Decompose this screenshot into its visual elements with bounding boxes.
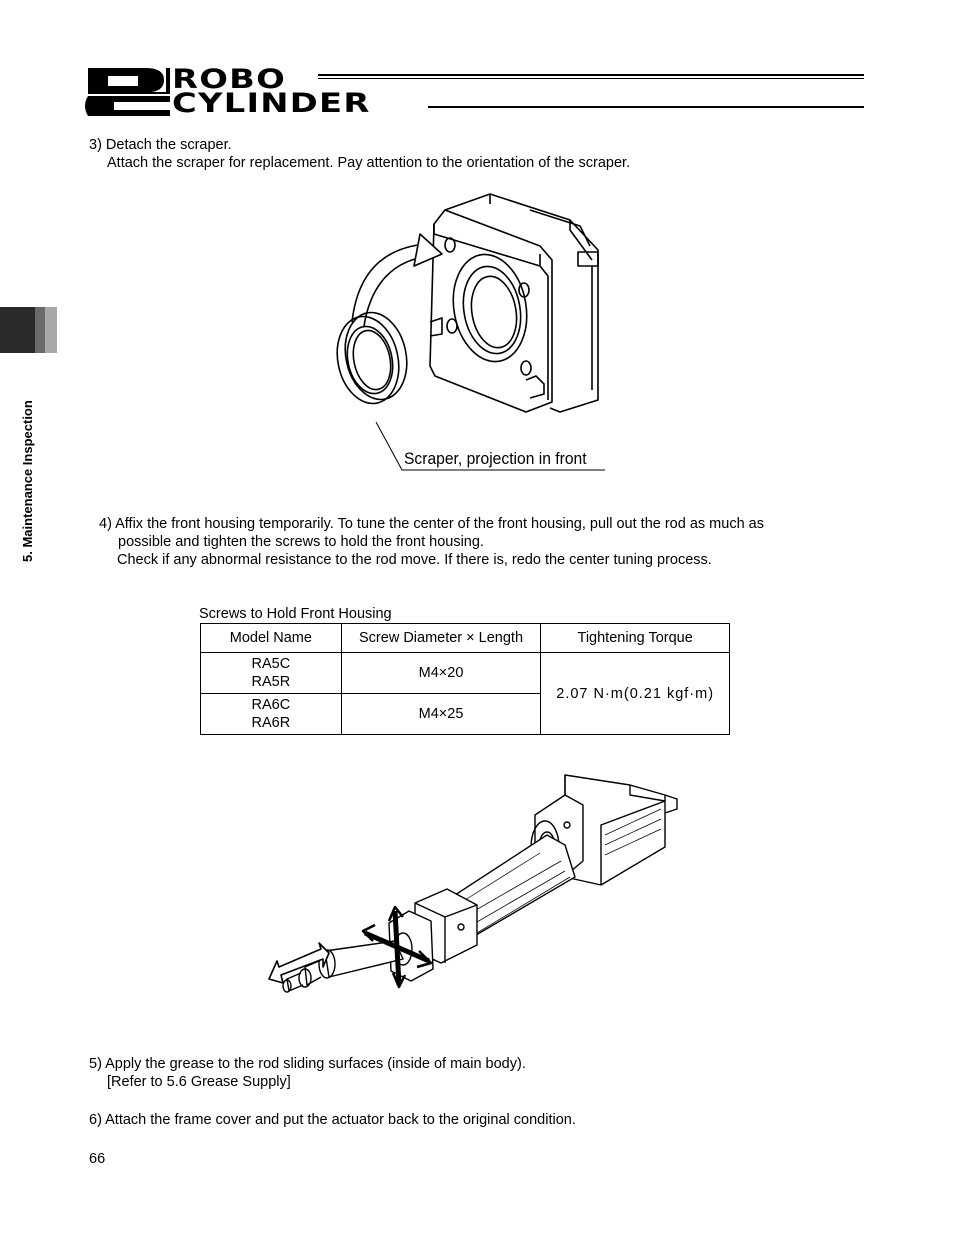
table-cell-screw: M4×25	[341, 694, 541, 735]
side-tab-dark	[0, 307, 35, 353]
step6-line1: 6) Attach the frame cover and put the actuator back to the original condition.	[89, 1112, 576, 1128]
header-rule-top	[318, 74, 864, 76]
logo-mark	[0, 0, 1, 1]
model-name: RA6C	[251, 697, 291, 713]
screw-table	[200, 623, 730, 735]
step3-line2: Attach the scraper for replacement. Pay attention to the orientation of the scraper.	[107, 155, 631, 171]
scraper-figure	[330, 190, 620, 480]
side-tab-mid	[35, 307, 45, 353]
table-cell-torque: 2.07 N·m(0.21 kgf·m)	[541, 653, 730, 735]
side-tab-light	[45, 307, 57, 353]
table-cell-model	[201, 653, 342, 694]
step4-line2: possible and tighten the screws to hold the front housing.	[118, 534, 484, 550]
table-header-torque: Tightening Torque	[541, 624, 730, 653]
scraper-callout: Scraper, projection in front	[404, 449, 587, 468]
step5-line1: 5) Apply the grease to the rod sliding surfaces (inside of main body).	[89, 1056, 526, 1072]
table-header-model: Model Name	[201, 624, 342, 653]
table-cell-model	[201, 694, 342, 735]
page-number: 66	[89, 1151, 106, 1167]
step5-line2: [Refer to 5.6 Grease Supply]	[107, 1074, 291, 1090]
model-name: RA5R	[251, 674, 291, 690]
model-name: RA5C	[251, 656, 291, 672]
header-rule-top-thin	[318, 78, 864, 79]
actuator-figure	[265, 765, 685, 1025]
step4-line1: 4) Affix the front housing temporarily. To tune the center of the front housing, pull out the rod as much as	[99, 516, 764, 532]
model-name: RA6R	[251, 715, 291, 731]
step3-line1: 3) Detach the scraper.	[89, 137, 232, 153]
table-cell-screw: M4×20	[341, 653, 541, 694]
logo-text-robo: ROBO	[172, 64, 287, 95]
logo-text-cylinder: CYLINDER	[172, 88, 371, 119]
table-row	[201, 653, 730, 694]
header-rule-bottom	[428, 106, 864, 108]
table-caption: Screws to Hold Front Housing	[199, 606, 392, 622]
step4-line3: Check if any abnormal resistance to the rod move. If there is, redo the center tuning process.	[117, 552, 712, 568]
table-header-row	[201, 624, 730, 653]
side-tab-label: 5. Maintenance Inspection	[20, 400, 35, 562]
table-header-screw: Screw Diameter × Length	[341, 624, 541, 653]
